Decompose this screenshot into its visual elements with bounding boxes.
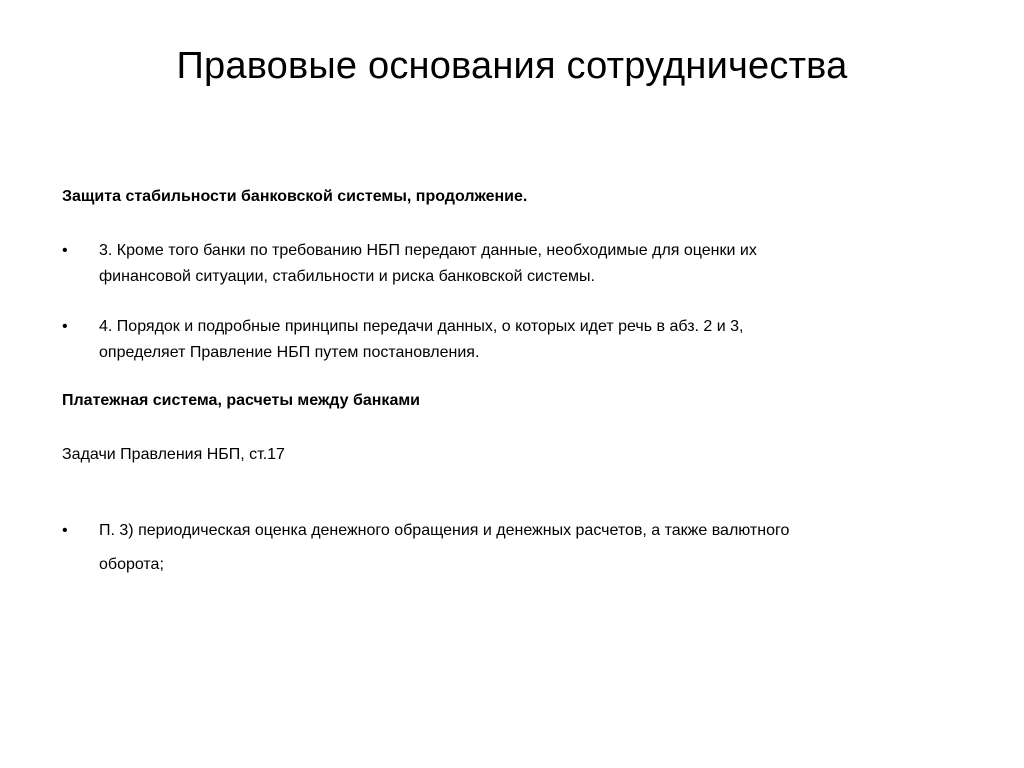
slide-title: Правовые основания сотрудничества [176,45,848,87]
bullet-marker: • [62,318,68,335]
bullet-marker: • [62,522,68,539]
bullet-marker: • [62,242,68,259]
bullet-text-line: финансовой ситуации, стабильности и риска банковской системы. [99,268,595,285]
bullet-text-line: оборота; [99,556,164,573]
bullet-item [62,314,962,366]
bullet-text-line: 4. Порядок и подробные принципы передачи данных, о которых идет речь в абз. 2 и 3, [99,318,744,335]
section-subheading: Задачи Правления НБП, ст.17 [62,446,285,463]
bullet-item [62,514,962,582]
bullet-text-line: П. 3) периодическая оценка денежного обращения и денежных расчетов, а также валютного [99,522,790,539]
section-heading-stability: Защита стабильности банковской системы, продолжение. [62,188,528,205]
slide-content [62,184,962,582]
bullet-text-line: определяет Правление НБП путем постановления. [99,344,480,361]
bullet-item [62,238,962,290]
bullet-text-line: 3. Кроме того банки по требованию НБП передают данные, необходимые для оценки их [99,242,757,259]
section-heading-payment: Платежная система, расчеты между банками [62,392,421,409]
